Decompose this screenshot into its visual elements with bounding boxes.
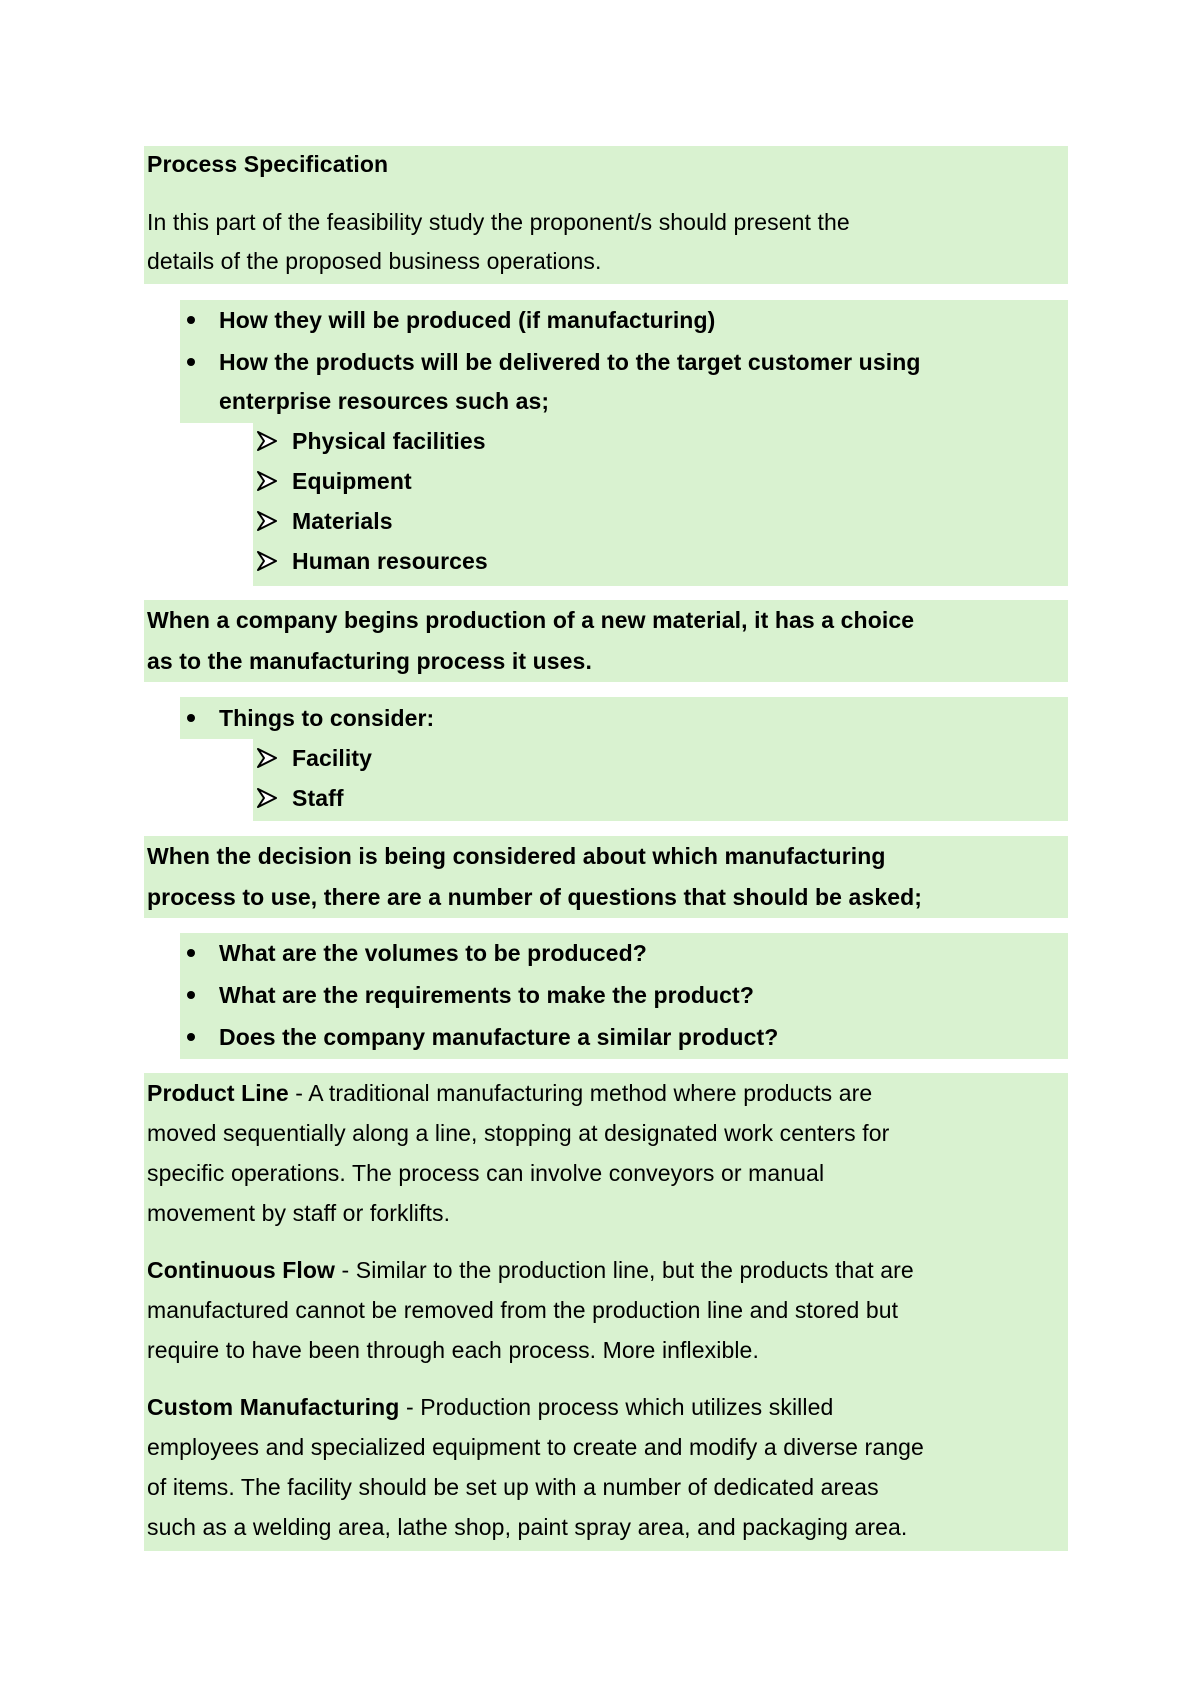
arrow-bullet-icon xyxy=(257,551,277,571)
product-line-line-1 xyxy=(147,1073,872,1113)
list1-sub-3: Materials xyxy=(292,508,393,534)
question-3: Does the company manufacture a similar product? xyxy=(219,1024,779,1050)
product-line-line-2: moved sequentially along a line, stopping at designated work centers for xyxy=(147,1120,890,1146)
continuous-flow-line-1 xyxy=(147,1250,914,1290)
section-title: Process Specification xyxy=(147,151,389,177)
arrow-bullet-icon xyxy=(257,748,277,768)
custom-manufacturing-line-4: such as a welding area, lathe shop, paint spray area, and packaging area. xyxy=(147,1514,908,1540)
continuous-flow-line-3: require to have been through each process. More inflexible. xyxy=(147,1337,759,1363)
product-line-line-3: specific operations. The process can involve conveyors or manual xyxy=(147,1160,825,1186)
list1-bullet-2-line-2: enterprise resources such as; xyxy=(219,388,550,414)
list2-sub-2: Staff xyxy=(292,785,344,811)
list1-sub-1: Physical facilities xyxy=(292,428,486,454)
custom-manufacturing-line-1 xyxy=(147,1387,833,1427)
bullet-dot xyxy=(187,949,195,957)
bullet-dot xyxy=(187,1033,195,1041)
para3-line-2: process to use, there are a number of questions that should be asked; xyxy=(147,884,923,910)
para2-line-2: as to the manufacturing process it uses. xyxy=(147,648,592,674)
product-line-term: Product Line xyxy=(147,1080,289,1106)
list1-bullet-1: How they will be produced (if manufacturing) xyxy=(219,307,716,333)
arrow-bullet-icon xyxy=(257,471,277,491)
highlight-list2-b xyxy=(253,739,1068,821)
bullet-dot xyxy=(187,714,195,722)
bullet-dot xyxy=(187,358,195,366)
arrow-bullet-icon xyxy=(257,511,277,531)
para3-line-1: When the decision is being considered about which manufacturing xyxy=(147,843,886,869)
custom-manufacturing-term: Custom Manufacturing xyxy=(147,1394,400,1420)
arrow-bullet-icon xyxy=(257,788,277,808)
product-line-text: - A traditional manufacturing method where products are xyxy=(288,1080,873,1106)
question-2: What are the requirements to make the product? xyxy=(219,982,754,1008)
custom-manufacturing-line-2: employees and specialized equipment to create and modify a diverse range xyxy=(147,1434,924,1460)
list1-sub-2: Equipment xyxy=(292,468,412,494)
continuous-flow-term: Continuous Flow xyxy=(147,1257,336,1283)
bullet-dot xyxy=(187,316,195,324)
list2-bullet-1: Things to consider: xyxy=(219,705,435,731)
para2-line-1: When a company begins production of a new material, it has a choice xyxy=(147,607,915,633)
custom-manufacturing-line-3: of items. The facility should be set up with a number of dedicated areas xyxy=(147,1474,879,1500)
list1-bullet-2-line-1: How the products will be delivered to the target customer using xyxy=(219,349,921,375)
list2-sub-1: Facility xyxy=(292,745,373,771)
intro-line-2: details of the proposed business operations. xyxy=(147,248,602,274)
list1-sub-4: Human resources xyxy=(292,548,488,574)
bullet-dot xyxy=(187,991,195,999)
arrow-bullet-icon xyxy=(257,431,277,451)
question-1: What are the volumes to be produced? xyxy=(219,940,647,966)
product-line-line-4: movement by staff or forklifts. xyxy=(147,1200,451,1226)
continuous-flow-text: - Similar to the production line, but the products that are xyxy=(335,1257,914,1283)
intro-line-1: In this part of the feasibility study the proponent/s should present the xyxy=(147,209,850,235)
continuous-flow-line-2: manufactured cannot be removed from the production line and stored but xyxy=(147,1297,899,1323)
custom-manufacturing-text: - Production process which utilizes skilled xyxy=(399,1394,834,1420)
